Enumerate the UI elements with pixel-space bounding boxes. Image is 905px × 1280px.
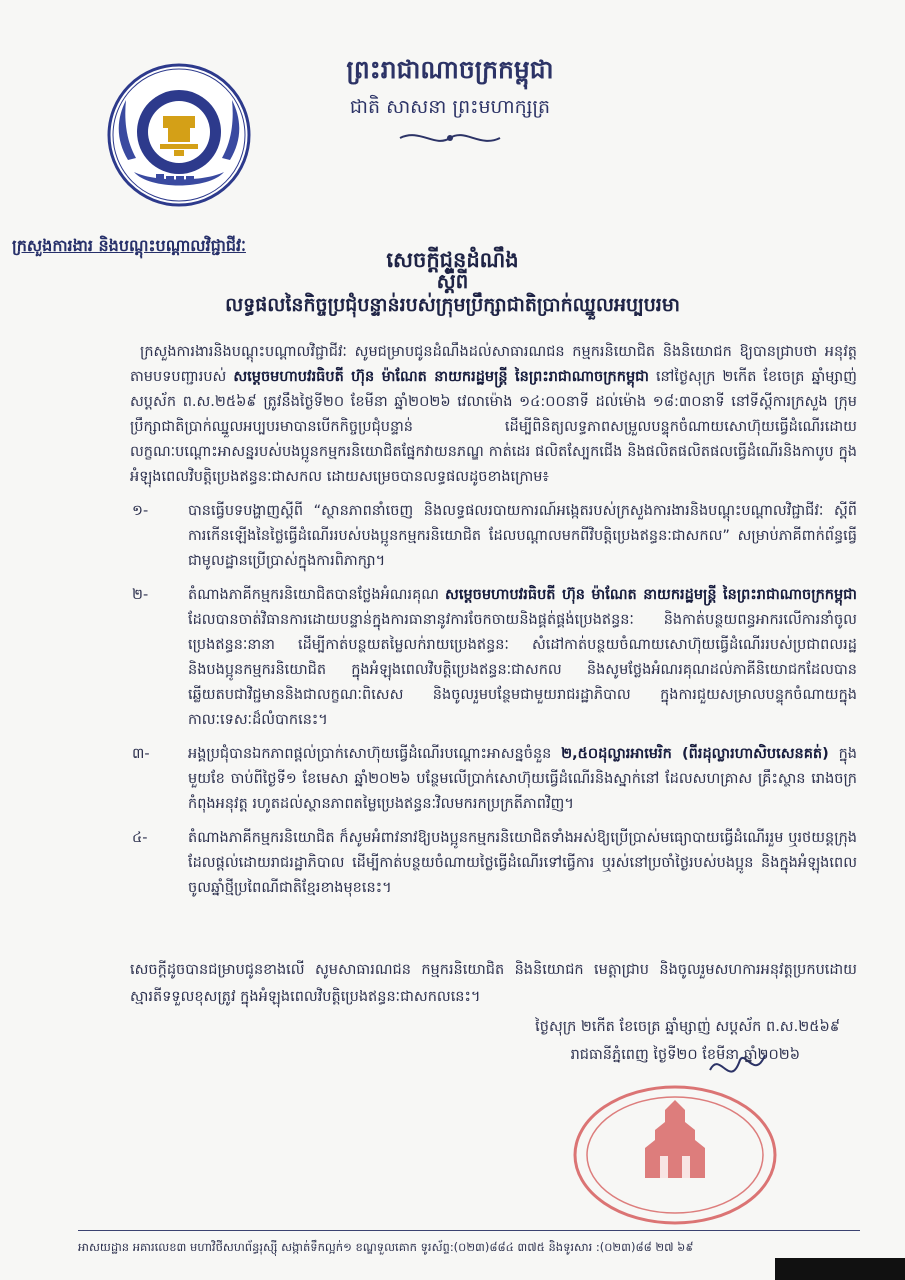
- notice-subject: លទ្ធផលនៃកិច្ចប្រជុំបន្ទាន់របស់ក្រុមប្រឹក្សាជាតិប្រាក់ឈ្នួលអប្បបរមា: [225, 294, 680, 316]
- closing-paragraph: សេចក្តីដូចបានជម្រាបជូនខាងលើ សូមសាធារណជន កម្មករនិយោជិត និងនិយោជក មេត្តាជ្រាប និងចូលរួមសហការអនុវត្តប្រកបដោយស្មារតីទទួលខុសត្រូវ ក្នុងអំឡុងពេលវិបត្តិប្រេងឥន្ធនៈជាសកលនេះ។: [130, 962, 857, 1005]
- national-motto: ជាតិ សាសនា ព្រះមហាក្សត្រ: [349, 96, 551, 118]
- list-item: ១- បានធ្វើបទបង្ហាញស្តីពី “ស្ថានភាពនាំចេញ និងលទ្ធផលរបាយការណ៍អង្កេតរបស់ក្រសួងការងារនិងបណ្តុះបណ្តាលវិជ្ជាជីវៈ ស្តីពីការកើនឡើងនៃថ្លៃធ្វើដំណើររបស់បងប្អូនកម្មករនិយោជិត ដែលបណ្តាលមកពីវិបត្តិប្រេងឥន្ធនៈជាសកល” សម្រាប់ភាគីពាក់ព័ន្ធធ្វើជាមូលដ្ឋានប្រើប្រាស់ក្នុងការពិភាក្សា។: [132, 503, 857, 569]
- footer-divider: [78, 1230, 860, 1231]
- ministry-logo: [104, 60, 254, 210]
- ministry-name: ក្រសួងការងារ និងបណ្តុះបណ្តាលវិជ្ជាជីវៈ: [12, 236, 246, 255]
- kingdom-heading: ព្រះរាជាណាចក្រកម្ពុជា: [346, 55, 554, 84]
- solar-date: រាជធានីភ្នំពេញ ថ្ងៃទី២០ ខែមីនា ឆ្នាំ២០២៦: [570, 1047, 800, 1063]
- notice-subject-label: ស្តីពី: [436, 269, 469, 293]
- list-item: ៣- អង្គប្រជុំបានឯកភាពផ្តល់ប្រាក់សោហ៊ុយធ្វើដំណើរបណ្តោះអាសន្នចំនួន ២,៥០ដុល្លារអាមេរិក (ពីរដុល្លារហាសិបសេនគត់) ក្នុងមួយខែ ចាប់ពីថ្ងៃទី១ ខែមេសា ឆ្នាំ២០២៦ បន្ថែមលើប្រាក់សោហ៊ុយធ្វើដំណើរនិងស្នាក់នៅ ដែលសហគ្រាស គ្រឹះស្ថាន រោងចក្រកំពុងអនុវត្ត រហូតដល់ស្ថានភាពតម្លៃប្រេងឥន្ធនៈវិលមករកប្រក្រតីភាពវិញ។: [132, 746, 857, 812]
- list-item: ២- តំណាងភាគីកម្មករនិយោជិតបានថ្លែងអំណរគុណ សម្តេចមហាបវរធិបតី ហ៊ុន ម៉ាណែត នាយករដ្ឋមន្ត្រី នៃព្រះរាជាណាចក្រកម្ពុជា ដែលបានចាត់វិធានការដោយបន្ទាន់ក្នុងការធានានូវការចែកចាយនិងផ្គត់ផ្គង់ប្រេងឥន្ធនៈ និងកាត់បន្ថយពន្ធអាករលើការនាំចូលប្រេងឥន្ធនៈនានា ដើម្បីកាត់បន្ថយតម្លៃលក់រាយប្រេងឥន្ធនៈ សំដៅកាត់បន្ថយចំណាយសោហ៊ុយធ្វើដំណើររបស់ប្រជាពលរដ្ឋ និងបងប្អូនកម្មករនិយោជិត ក្នុងអំឡុងពេលវិបត្តិប្រេងឥន្ធនៈជាសកល និងសូមថ្លែងអំណរគុណដល់ភាគីនិយោជកដែលបានឆ្លើយតបជាវិជ្ជមាននិងជាលក្ខណៈពិសេស និងចូលរួមបន្ថែមជាមួយរាជរដ្ឋាភិបាល ក្នុងការជួយសម្រាលបន្ទុកចំណាយក្នុងកាលៈទេសៈដ៏លំបាកនេះ។: [132, 587, 857, 728]
- notice-body: [130, 340, 857, 901]
- lunar-date: ថ្ងៃសុក្រ ២កើត ខែចេត្រ ឆ្នាំម្សាញ់ សប្តស័ក ព.ស.២៥៦៩: [535, 1019, 840, 1035]
- notice-title: សេចក្តីជូនដំណឹង: [386, 248, 519, 272]
- intro-paragraph: ក្រសួងការងារនិងបណ្តុះបណ្តាលវិជ្ជាជីវៈ សូមជម្រាបជូនដំណឹងដល់សាធារណជន កម្មករនិយោជិត និងនិយោជក ឱ្យបានជ្រាបថា អនុវត្តតាមបទបញ្ជារបស់ សម្តេចមហាបវរធិបតី ហ៊ុន ម៉ាណែត នាយករដ្ឋមន្ត្រី នៃព្រះរាជាណាចក្រកម្ពុជា នៅថ្ងៃសុក្រ ២កើត ខែចេត្រ ឆ្នាំម្សាញ់ សប្តស័ក ព.ស.២៥៦៩ ត្រូវនឹងថ្ងៃទី២០ ខែមីនា ឆ្នាំ២០២៦ វេលាម៉ោង ១៤:០០នាទី ដល់ម៉ោង ១៨:៣០នាទី នៅទីស្តីការក្រសួង ក្រុមប្រឹក្សាជាតិប្រាក់ឈ្នួលអប្បបរមាបានបើកកិច្ចប្រជុំបន្ទាន់ ដើម្បីពិនិត្យលទ្ធភាពសម្រួលបន្ទុកចំណាយសោហ៊ុយធ្វើដំណើរដោយលក្ខណៈបណ្តោះអាសន្នរបស់បងប្អូនកម្មករនិយោជិតផ្នែកវាយនភណ្ឌ កាត់ដេរ ផលិតស្បែកជើង និងផលិតផលិតផលធ្វើដំណើរនិងកាបូប ក្នុងអំឡុងពេលវិបត្តិប្រេងឥន្ធនៈជាសកល ដោយសម្រេចបានលទ្ធផលដូចខាងក្រោម៖: [130, 344, 857, 485]
- list-item: ៤- តំណាងភាគីកម្មករនិយោជិត ក៏សូមអំពាវនាវឱ្យបងប្អូនកម្មករនិយោជិតទាំងអស់ឱ្យប្រើប្រាស់មធ្យោបាយធ្វើដំណើររួម ឬរថយន្តក្រុង ដែលផ្តល់ដោយរាជរដ្ឋាភិបាល ដើម្បីកាត់បន្ថយចំណាយថ្លៃធ្វើដំណើរទៅធ្វើការ ឬរស់នៅប្រចាំថ្ងៃរបស់បងប្អូន និងក្នុងអំឡុងពេលចូលឆ្នាំថ្មីប្រពៃណីជាតិខ្មែរខាងមុខនេះ។: [132, 830, 857, 896]
- scan-shadow: [775, 1258, 905, 1280]
- footer-address: អាសយដ្ឋាន អគារលេខ៣ មហាវិថីសហព័ន្ធរុស្ស៊ី សង្កាត់ទឹកល្អក់១ ខណ្ឌទួលគោក ទូរស័ព្ទ:(០២៣)៨៨៤ ៣៧៥ និងទូរសារ :(០២៣)៨៨ ២៧ ៦៩: [78, 1240, 694, 1254]
- ornament-divider: [395, 126, 505, 150]
